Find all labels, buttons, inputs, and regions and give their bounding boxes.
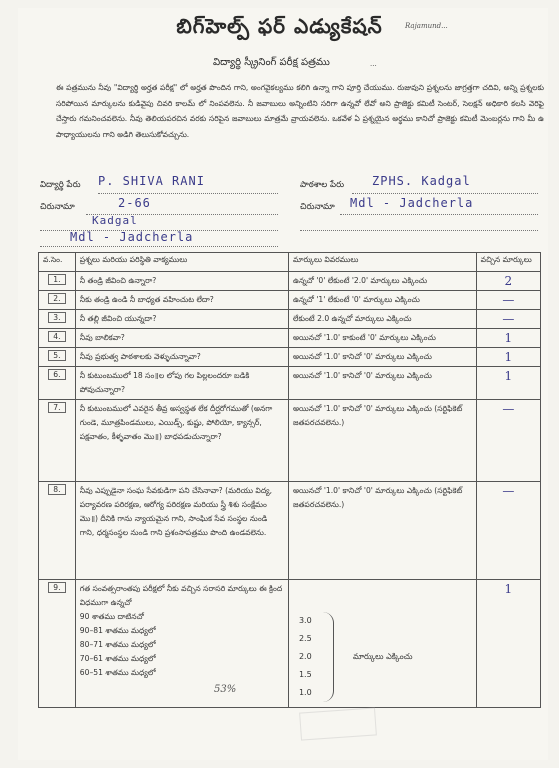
school-address-line-2	[300, 230, 538, 231]
question-text: నీకు తండ్రి ఉండి నీ బాధ్యత వహించుట లేదా?	[75, 291, 288, 310]
row-number: 3.	[48, 312, 65, 323]
mark-value[interactable]: 2	[476, 272, 540, 291]
mark-value[interactable]: —	[476, 400, 540, 482]
score-band-value: 1.0	[298, 688, 312, 697]
school-name-label: పాఠశాల పేరు	[300, 180, 345, 190]
instructions-paragraph: ఈ పత్రమును నీవు "విద్యార్థి అర్హత పరీక్ష" లో అర్హత పొందిన గాని, అంగవైకల్యము కలిగి ఉన్నా గాని పూర్తి చేయుము. రుజువుని ప్రశ్నలను జాగ్రత్తగా చదివి, అన్ని ప్రశ్నలకు సరిపోయిన మార్కులను కుడివైపు చివరి కాలమ్ లో నింపవలెను. నీ జవాబులు అన్నింటిని సరిగా ఉన్నవో లేవో అని ప్రాజెక్టు కమిటీ సెంటర్, సెలక్షన్ అధికారి కలసి వెరిఫై చేస్తారు గమనించవలెను. నీవు తెలియపరచిన వరకు సరిపైన జవాబులు మాత్రమే వ్రాయవలెను. ఒకవేళ ఏ ప్రశ్నయైన అర్థము కానిచో ప్రాజెక్టు కమిటీ మెంబర్లను గాని మీ ఉ పాధ్యాయులను గాని అడిగి తెలుసుకోవచ్చును.	[56, 83, 544, 139]
table-row	[39, 310, 541, 329]
mark-value[interactable]: —	[476, 482, 540, 580]
handwritten-note-top-1: Rajamund...	[405, 22, 448, 30]
question-text: నీవు ఎప్పుడైనా సంఘ సేవకుడిగా పని చేసినావా? (మరియు విద్య, పర్యావరణ పరిరక్షణ, ఆరోగ్య పరిరక్షణ మరియు స్త్రీ శిశు సంక్షేమం మొ॥) దీనికి గాను న్యాయమైన గాని, సాంఘిక సేవ సంస్థల నుండి గాని, ధర్మసంస్థల నుండి గాని ప్రశంసాపత్రము పొంది ఉండవలెను.	[75, 482, 288, 580]
mark-value[interactable]: 1	[476, 348, 540, 367]
faded-stamp	[299, 707, 377, 740]
table-row	[39, 348, 541, 367]
row-number: 7.	[48, 402, 65, 413]
header-question: ప్రశ్నలు మరియు పరిస్థితి వాక్యములు	[75, 253, 288, 272]
rule-text: అయినచో '1.0' కానిచో '0' మార్కులు ఎక్కించు	[288, 348, 476, 367]
header-serial: వ.సెం.	[39, 253, 76, 272]
address-value[interactable]: 2-66	[118, 196, 151, 210]
student-name-value[interactable]: P. SHIVA RANI	[98, 174, 205, 188]
score-band-value: 2.0	[298, 652, 312, 661]
table-row	[39, 400, 541, 482]
rule-text: ఉన్నచో '0' లేకుంటే '2.0' మార్కులు ఎక్కించు	[288, 272, 476, 291]
header-marks: వచ్చిన మార్కులు	[476, 253, 540, 272]
school-name-value[interactable]: ZPHS. Kadgal	[372, 174, 471, 188]
rule-text: లేకుంటే 2.0 ఉన్నచో మార్కులు ఎక్కించు	[288, 310, 476, 329]
school-address-value[interactable]: Mdl - Jadcherla	[350, 196, 474, 210]
row-number: 9.	[48, 582, 65, 593]
score-band-value: 2.5	[298, 634, 312, 643]
score-band-range: 70–61 శాతము మధ్యలో	[79, 654, 156, 663]
question-text: నీ కుటుంబములో 18 సం॥ల లోపు గల పిల్లలందరూ బడికి పోవుచున్నారా?	[75, 367, 288, 400]
header-rule: మార్కులు వివరములు	[288, 253, 476, 272]
score-note: మార్కులు ఎక్కించు	[352, 652, 413, 661]
address-line-3-value[interactable]: Mdl - Jadcherla	[70, 230, 194, 244]
address-line-2-value[interactable]: Kadgal	[92, 214, 138, 227]
student-name-label: విద్యార్థి పేరు	[40, 180, 81, 190]
score-band-value: 1.5	[298, 670, 312, 679]
question-text: నీ తల్లి జీవించి యున్నదా?	[75, 310, 288, 329]
document-subtitle: విద్యార్థి స్క్రీనింగ్ పరీక్ష పత్రము	[213, 57, 330, 68]
row-number: 5.	[48, 350, 65, 361]
question-text: నీ కుటుంబములో ఎవరైన తీవ్ర అస్వస్థత లేక దీర్ఘరోగముతో (అనగా గుండె, మూత్రపిండములు, ఎయిడ్స్, కుష్టు, పోలియో, క్యాన్సర్, పక్షవాతం, కీళ్ళవాతం మొ॥) బాధపడుచున్నారా?	[75, 400, 288, 482]
rule-text: అయినచో '1.0' కాకుంటే '0' మార్కులు ఎక్కించు	[288, 329, 476, 348]
table-row	[39, 580, 541, 708]
rule-text: అయినచో '1.0' కానిచో '0' మార్కులు ఎక్కించు (సర్టిఫికెట్ జతపరచవలెను.)	[288, 482, 476, 580]
rule-text: అయినచో '1.0' కానిచో '0' మార్కులు ఎక్కించు (సర్టిఫికెట్ జతపరచవలెను.)	[288, 400, 476, 482]
screening-table	[38, 252, 541, 708]
score-band-value: 3.0	[298, 616, 312, 625]
score-band-range: 90–81 శాతము మధ్యలో	[79, 626, 156, 635]
score-band-range: 80–71 శాతము మధ్యలో	[79, 640, 156, 649]
mark-value[interactable]: 1	[476, 329, 540, 348]
score-band-list	[80, 610, 284, 680]
question-text: నీవు ప్రభుత్వ పాఠశాలకు వెళ్ళుచున్నావా?	[75, 348, 288, 367]
score-band-range: 90 శాతము దాటినచో	[79, 612, 144, 621]
score-band-range: 60–51 శాతము మధ్యలో	[79, 668, 156, 677]
mark-value[interactable]: 1	[476, 367, 540, 400]
school-address-line	[340, 214, 538, 215]
school-address-label: చిరునామా	[300, 202, 335, 212]
row-number: 4.	[48, 331, 65, 342]
table-row	[39, 482, 541, 580]
question-text: గత సంవత్సరాంతపు పరీక్షలో నీకు వచ్చిన సరాసరి మార్కులు ఈ క్రింద విధముగా ఉన్నచో	[79, 584, 283, 607]
address-line-3	[40, 246, 278, 247]
question-text: నీ తండ్రి జీవించి ఉన్నారా?	[75, 272, 288, 291]
row-number: 8.	[48, 484, 65, 495]
document-title: బిగ్‌హెల్ప్ ఫర్ ఎడ్యుకేషన్	[176, 14, 383, 38]
mark-value[interactable]: —	[476, 310, 540, 329]
question-text: నీవు బాలికవా?	[75, 329, 288, 348]
table-row	[39, 367, 541, 400]
rule-text: అయినచో '1.0' కానిచో '0' మార్కులు ఎక్కించు	[288, 367, 476, 400]
rule-text: ఉన్నచో '1' లేకుంటే '0' మార్కులు ఎక్కించు	[288, 291, 476, 310]
handwritten-percentage: 53%	[214, 684, 237, 695]
handwritten-note-top-2: ...	[370, 60, 377, 68]
address-label: చిరునామా	[40, 202, 75, 212]
mark-value[interactable]: —	[476, 291, 540, 310]
row-number: 1.	[48, 274, 65, 285]
table-header-row	[39, 253, 541, 272]
school-name-line	[352, 193, 538, 194]
student-name-line	[98, 193, 278, 194]
row-number: 6.	[48, 369, 65, 380]
mark-value[interactable]: 1	[476, 580, 540, 708]
row-number: 2.	[48, 293, 65, 304]
table-row	[39, 272, 541, 291]
curly-brace-icon	[323, 612, 334, 702]
table-row	[39, 291, 541, 310]
table-row	[39, 329, 541, 348]
